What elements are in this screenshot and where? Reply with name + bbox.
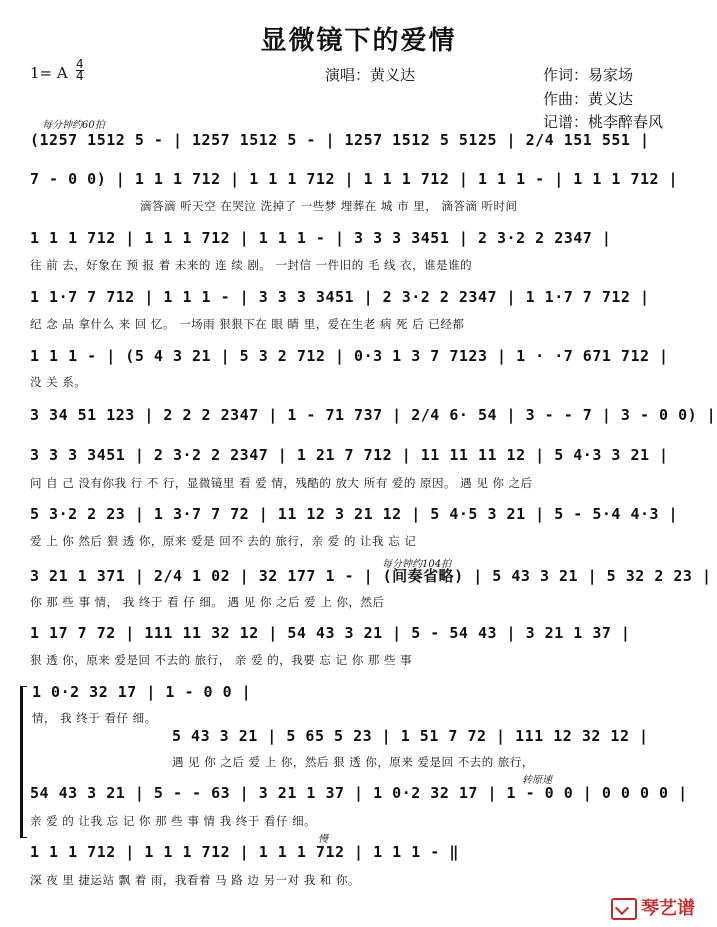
notation-line-13: 54 43 3 21 | 5 - - 63 | 3 21 1 37 | 1 0·2 32 17 | 1 - 0 0 | 0 0 0 0 | xyxy=(30,784,688,802)
notation-line-11: 1 0·2 32 17 | 1 - 0 0 | xyxy=(32,683,252,701)
song-title: 显微镜下的爱情 xyxy=(260,26,457,56)
notation-line-10: 1 17 7 72 | 111 11 32 12 | 54 43 3 21 | 5 - 54 43 | 3 21 1 37 | xyxy=(30,624,631,642)
lyric-line-4: 纪 念 品 拿什么 来 回 忆。 一场雨 狠狠下在 眼 睛 里，爱在生老 病 死 后 已经都 xyxy=(30,317,465,331)
lyric-line-10: 狠 透 你，原来 爱是回 不去的 旅行， 亲 爱 的，我要 忘 记 你 那 些 事 xyxy=(30,653,413,667)
lyric-line-2: 滴答滴 听天空 在哭泣 洗掉了 一些梦 埋葬在 城 市 里， 滴答滴 听时间 xyxy=(140,199,518,213)
lyric-line-12: 遇 见 你 之后 爱 上 你，然后 狠 透 你，原来 爱是回 不去的 旅行， xyxy=(172,755,534,769)
lyric-line-9: 你 那 些 事 情， 我 终于 看 仔 细。 遇 见 你 之后 爱 上 你，然后 xyxy=(30,595,385,609)
site-logo xyxy=(611,894,695,920)
singer-credit: 演唱：黄义达 xyxy=(325,66,416,84)
lyric-line-11: 情， 我 终于 看仔 细。 xyxy=(32,711,157,725)
lyric-line-14: 深 夜 里 捷运站 飘 着 雨，我看着 马 路 边 另一对 我 和 你。 xyxy=(30,873,361,887)
lyricist-credit: 作词：易家场 xyxy=(543,66,634,84)
time-signature-top: 4 xyxy=(76,57,84,71)
notation-line-14: 1 1 1 712 | 1 1 1 712 | 1 1 1 712 | 1 1 1 - ‖ xyxy=(30,843,459,861)
lyric-line-7: 问 自 己 没有你我 行 不 行，显微镜里 看 爱 情，残酷的 放大 所有 爱的 原因。 遇 见 你 之后 xyxy=(30,476,533,490)
notation-line-2: 7 - 0 0) | 1 1 1 712 | 1 1 1 712 | 1 1 1 712 | 1 1 1 - | 1 1 1 712 | xyxy=(30,170,679,188)
tempo-mark-60: 每分钟约60拍 xyxy=(42,120,105,131)
logo-text: 琴艺谱 xyxy=(641,898,695,919)
transcriber-credit: 记谱：桃李醉春风 xyxy=(543,113,664,131)
notation-line-1: (1257 1512 5 - | 1257 1512 5 - | 1257 1512 5 5125 | 2/4 151 551 | xyxy=(30,131,650,149)
lyric-line-3: 往 前 去，好象在 预 报 着 未来的 连 续 剧。 一封信 一件旧的 毛 线 衣，谁是谁的 xyxy=(30,258,473,272)
tempo-mark-return: 转原速 xyxy=(522,775,552,786)
system-bracket xyxy=(20,686,27,838)
notation-line-8: 5 3·2 2 23 | 1 3·7 7 72 | 11 12 3 21 12 | 5 4·5 3 21 | 5 - 5·4 4·3 | xyxy=(30,505,679,523)
time-signature-bottom: 4 xyxy=(76,69,84,83)
lyric-line-13: 亲 爱 的 让我 忘 记 你 那 些 事 情 我 终于 看仔 细。 xyxy=(30,814,317,828)
notation-line-5: 1 1 1 - | (5 4 3 21 | 5 3 2 712 | 0·3 1 3 7 7123 | 1 · ·7 671 712 | xyxy=(30,347,669,365)
time-signature xyxy=(76,59,84,82)
notation-line-4: 1 1·7 7 712 | 1 1 1 - | 3 3 3 3451 | 2 3·2 2 2347 | 1 1·7 7 712 | xyxy=(30,288,650,306)
key-signature: 1= A xyxy=(30,64,68,82)
lyric-line-8: 爱 上 你 然后 狠 透 你，原来 爱是 回不 去的 旅行，亲 爱 的 让我 忘 记 xyxy=(30,534,417,548)
notation-line-9: 3 21 1 371 | 2/4 1 02 | 32 177 1 - | (间奏省略) | 5 43 3 21 | 5 32 2 23 | xyxy=(30,567,712,585)
notation-line-3: 1 1 1 712 | 1 1 1 712 | 1 1 1 - | 3 3 3 3451 | 2 3·2 2 2347 | xyxy=(30,229,612,247)
notation-line-7: 3 3 3 3451 | 2 3·2 2 2347 | 1 21 7 712 | 11 11 11 12 | 5 4·3 3 21 | xyxy=(30,446,669,464)
tempo-mark-104: 每分钟约104拍 xyxy=(382,559,452,570)
notation-line-6: 3 34 51 123 | 2 2 2 2347 | 1 - 71 737 | 2/4 6· 54 | 3 - - 7 | 3 - 0 0) | xyxy=(30,406,717,424)
notation-line-12: 5 43 3 21 | 5 65 5 23 | 1 51 7 72 | 111 12 32 12 | xyxy=(172,727,649,745)
tempo-mark-slow: 慢 xyxy=(318,834,328,845)
logo-icon xyxy=(611,898,637,920)
composer-credit: 作曲：黄义达 xyxy=(543,90,634,108)
lyric-line-5: 没 关 系。 xyxy=(30,375,87,389)
